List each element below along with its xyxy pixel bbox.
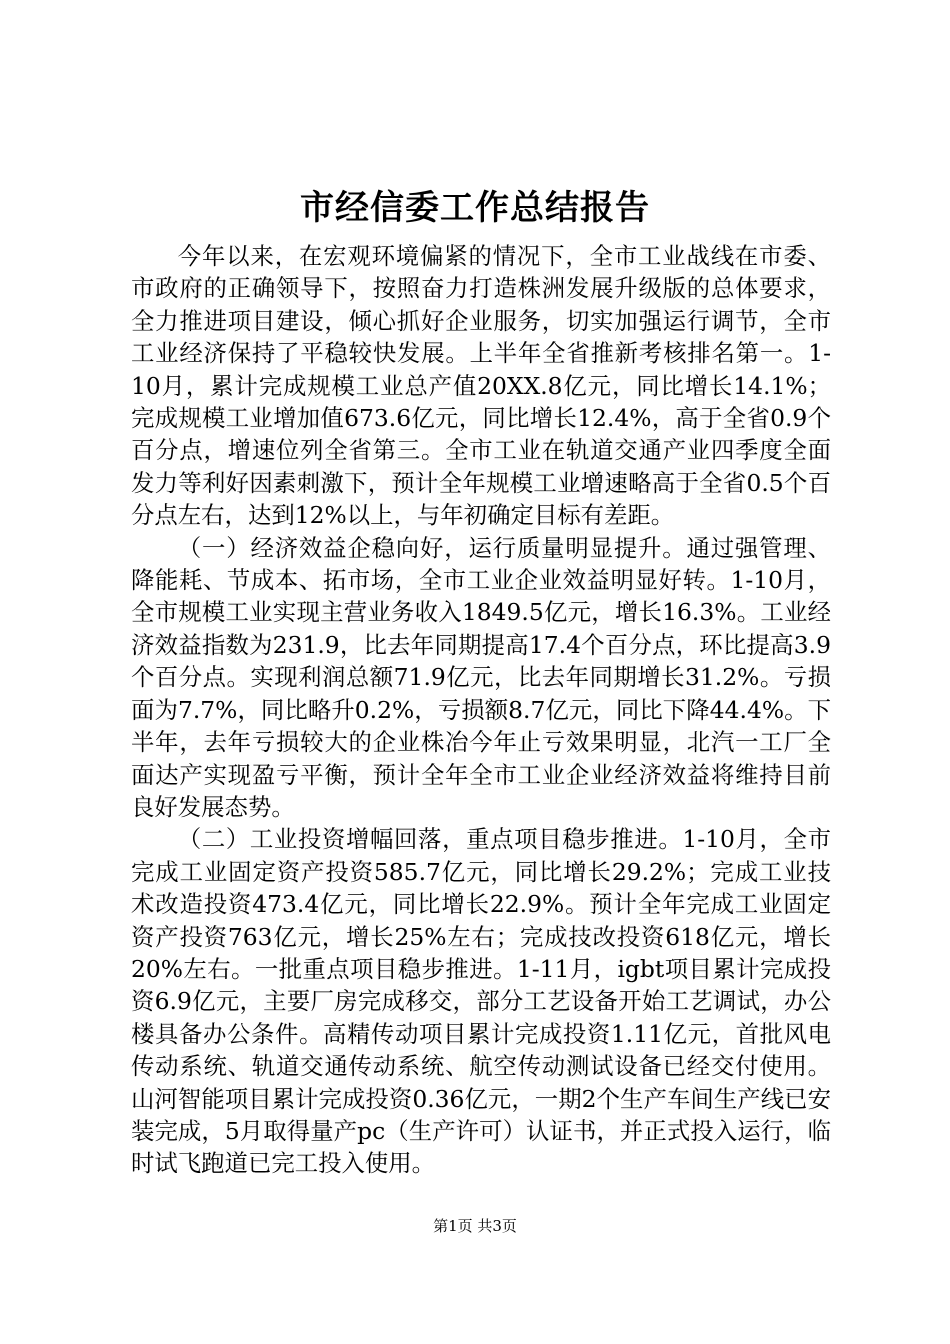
paragraph-section-1: （一）经济效益企稳向好，运行质量明显提升。通过强管理、降能耗、节成本、拓市场，全市工业企业效益明显好转。1-10月，全市规模工业实现主营业务收入1849.5亿元，增长16.3%。工业经济效益指数为231.9，比去年同期提高17.4个百分点，环比提高3.9个百分点。实现利润总额71.9亿元，比去年同期增长31.2%。亏损面为7.7%，同比略升0.2%，亏损额8.7亿元，同比下降44.4%。下半年，去年亏损较大的企业株冶今年止亏效果明显，北汽一工厂全面达产实现盈亏平衡，预计全年全市工业企业经济效益将维持目前良好发展态势。 <box>131 533 831 821</box>
document-title: 市经信委工作总结报告 <box>300 188 650 228</box>
document-body <box>131 240 831 1180</box>
page-number-footer: 第1页 共3页 <box>433 1217 517 1235</box>
paragraph-intro: 今年以来，在宏观环境偏紧的情况下，全市工业战线在市委、市政府的正确领导下，按照奋力打造株洲发展升级版的总体要求，全力推进项目建设，倾心抓好企业服务，切实加强运行调节，全市工业经济保持了平稳较快发展。上半年全省推新考核排名第一。1-10月，累计完成规模工业总产值20XX.8亿元，同比增长14.1%；完成规模工业增加值673.6亿元，同比增长12.4%，高于全省0.9个百分点，增速位列全省第三。全市工业在轨道交通产业四季度全面发力等利好因素刺激下，预计全年规模工业增速略高于全省0.5个百分点左右，达到12%以上，与年初确定目标有差距。 <box>131 242 831 530</box>
paragraph-section-2: （二）工业投资增幅回落，重点项目稳步推进。1-10月，全市完成工业固定资产投资585.7亿元，同比增长29.2%；完成工业技术改造投资473.4亿元，同比增长22.9%。预计全年完成工业固定资产投资763亿元，增长25%左右；完成技改投资618亿元，增长20%左右。一批重点项目稳步推进。1-11月，igbt项目累计完成投资6.9亿元，主要厂房完成移交，部分工艺设备开始工艺调试，办公楼具备办公条件。高精传动项目累计完成投资1.11亿元，首批风电传动系统、轨道交通传动系统、航空传动测试设备已经交付使用。山河智能项目累计完成投资0.36亿元，一期2个生产车间生产线已安装完成，5月取得量产pc（生产许可）认证书，并正式投入运行，临时试飞跑道已完工投入使用。 <box>131 825 831 1178</box>
